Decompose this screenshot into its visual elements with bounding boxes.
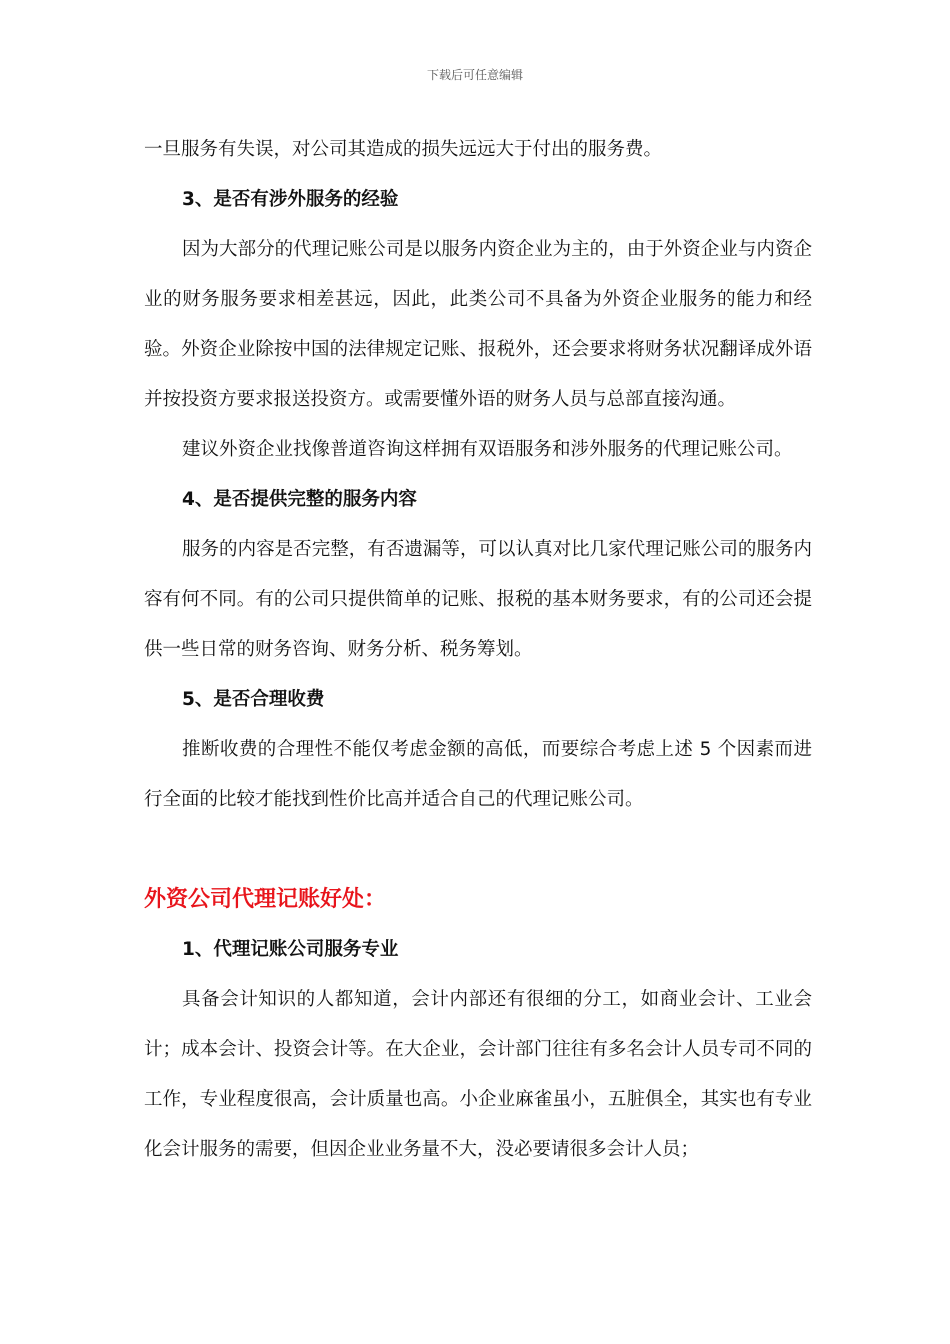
document-body [144, 125, 812, 1175]
header-note: 下载后可任意编辑 [426, 68, 523, 82]
paragraph-professional-service: 具备会计知识的人都知道，会计内部还有很细的分工，如商业会计、工业会计；成本会计、投资会计等。在大企业，会计部门往往有多名会计人员专司不同的工作，专业程度很高，会计质量也高。小企业麻雀虽小，五脏俱全，其实也有专业化会计服务的需要，但因企业业务量不大，没必要请很多会计人员； [144, 989, 812, 1160]
paragraph-foreign-experience: 因为大部分的代理记账公司是以服务内资企业为主的，由于外资企业与内资企业的财务服务要求相差甚远，因此，此类公司不具备为外资企业服务的能力和经验。外资企业除按中国的法律规定记账、报税外，还会要求将财务状况翻译成外语并按投资方要求报送投资方。或需要懂外语的财务人员与总部直接沟通。 [144, 239, 812, 410]
subheading-professional-service: 1、代理记账公司服务专业 [182, 939, 399, 960]
section-title-benefits: 外资公司代理记账好处： [144, 887, 387, 912]
paragraph-continuation: 一旦服务有失误，对公司其造成的损失远远大于付出的服务费。 [144, 139, 663, 160]
subheading-foreign-experience: 3、是否有涉外服务的经验 [182, 189, 399, 210]
paragraph-reasonable-fee: 推断收费的合理性不能仅考虑金额的高低，而要综合考虑上述 5 个因素而进行全面的比较才能找到性价比高并适合自己的代理记账公司。 [144, 739, 812, 810]
subheading-complete-service: 4、是否提供完整的服务内容 [182, 489, 417, 510]
paragraph-recommendation: 建议外资企业找像普道咨询这样拥有双语服务和涉外服务的代理记账公司。 [182, 439, 793, 460]
paragraph-complete-service: 服务的内容是否完整，有否遗漏等，可以认真对比几家代理记账公司的服务内容有何不同。有的公司只提供简单的记账、报税的基本财务要求，有的公司还会提供一些日常的财务咨询、财务分析、税务筹划。 [144, 539, 812, 660]
subheading-reasonable-fee: 5、是否合理收费 [182, 689, 325, 710]
section-spacer [144, 825, 812, 875]
